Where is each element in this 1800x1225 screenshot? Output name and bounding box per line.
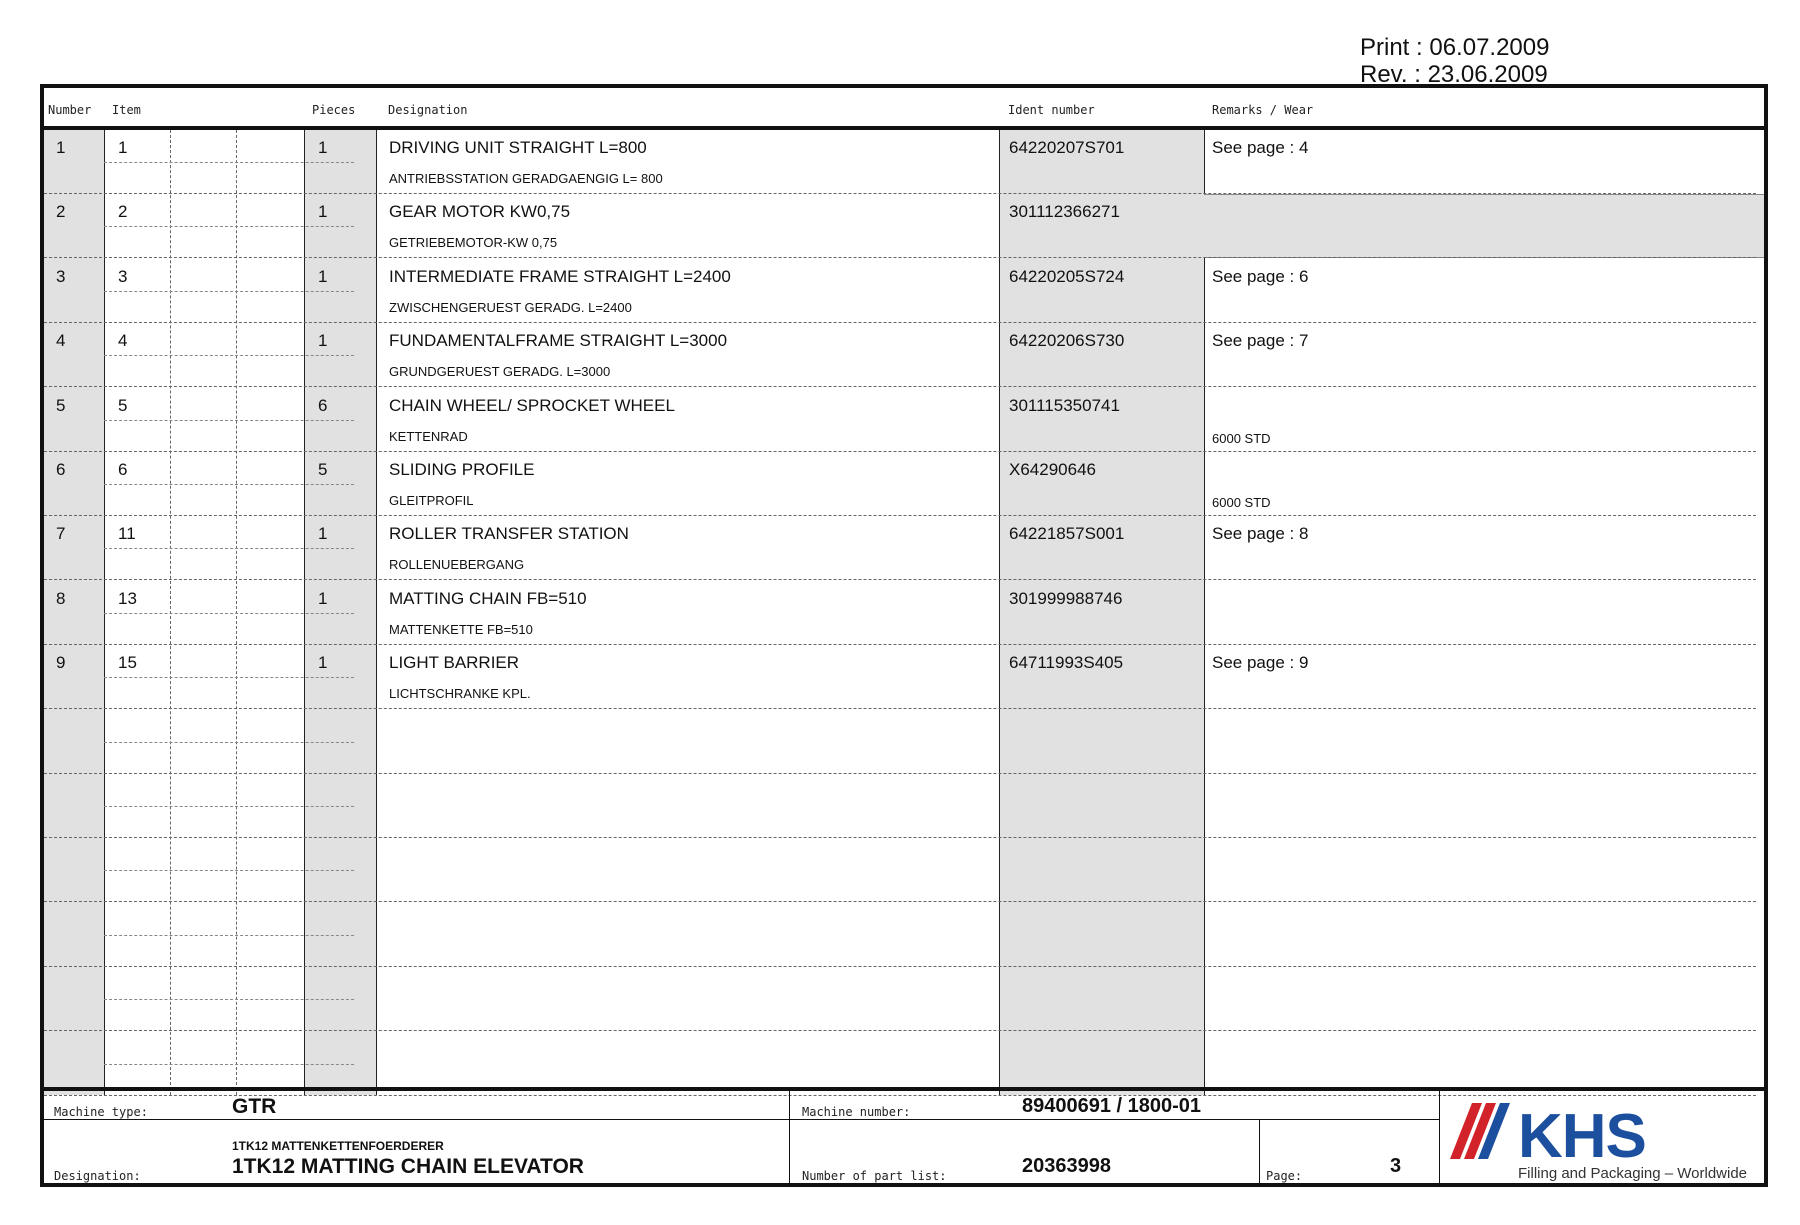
row-designation-german: KETTENRAD (389, 428, 468, 444)
table-row (44, 645, 1764, 709)
print-date: Print : 06.07.2009 (1360, 34, 1550, 61)
designation-value: 1TK12 MATTING CHAIN ELEVATOR (232, 1155, 584, 1178)
row-designation: MATTING CHAIN FB=510 (389, 588, 587, 608)
row-number: 8 (56, 588, 66, 608)
row-designation-german: MATTENKETTE FB=510 (389, 621, 533, 637)
machine-type-value: GTR (232, 1095, 277, 1118)
row-item: 6 (118, 460, 128, 479)
table-row (44, 130, 1764, 194)
parts-list-sheet (40, 84, 1768, 1187)
table-row (44, 516, 1764, 580)
item-subrow-rule (104, 548, 354, 549)
row-ident-number: 64711993S405 (1009, 653, 1124, 673)
row-designation-german: ANTRIEBSSTATION GERADGAENGIG L= 800 (389, 171, 663, 186)
row-pieces: 1 (318, 202, 328, 222)
khs-logo (1448, 1095, 1748, 1181)
row-designation: FUNDAMENTALFRAME STRAIGHT L=3000 (389, 331, 728, 351)
row-number: 4 (56, 331, 66, 351)
row-pieces: 1 (318, 524, 328, 544)
row-number: 9 (56, 653, 66, 673)
print-dates (1360, 34, 1549, 88)
table-row (44, 323, 1764, 387)
row-pieces: 1 (318, 138, 328, 157)
title-block-divider (1259, 1119, 1260, 1183)
row-pieces: 6 (318, 395, 328, 415)
item-subrow-rule (104, 162, 354, 163)
designation-label: Designation: (54, 1169, 141, 1183)
row-item: 13 (118, 588, 137, 608)
machine-type-label: Machine type: (54, 1105, 148, 1119)
empty-table-row (44, 1032, 1764, 1096)
row-item: 1 (118, 138, 128, 157)
item-subrow-rule (104, 420, 354, 421)
col-pieces-header: Pieces (312, 103, 356, 117)
row-designation-german: LICHTSCHRANKE KPL. (389, 686, 531, 702)
row-pieces: 5 (318, 460, 328, 479)
row-item: 15 (118, 653, 137, 673)
row-remark: See page : 7 (1212, 331, 1309, 351)
row-designation-german: GRUNDGERUEST GERADG. L=3000 (389, 364, 611, 380)
page-label: Page: (1266, 1169, 1303, 1183)
title-block-divider (789, 1091, 790, 1183)
row-pieces: 1 (318, 588, 328, 608)
col-ident-header: Ident number (1008, 103, 1095, 117)
row-designation: LIGHT BARRIER (389, 653, 520, 673)
row-item: 4 (118, 331, 128, 351)
row-item: 5 (118, 395, 128, 415)
item-subrow-rule (104, 1064, 354, 1065)
machine-number-value: 89400691 / 1800-01 (1022, 1095, 1202, 1117)
item-subrow-rule (104, 226, 354, 227)
item-subrow-rule (104, 742, 354, 743)
item-subrow-rule (104, 484, 354, 485)
col-number-header: Number (48, 103, 92, 117)
title-block-rule (44, 1119, 1439, 1120)
row-item: 2 (118, 202, 128, 222)
part-list-label: Number of part list: (802, 1169, 947, 1183)
row-designation: ROLLER TRANSFER STATION (389, 524, 629, 544)
col-item-header: Item (112, 103, 141, 117)
row-designation-german: ROLLENUEBERGANG (389, 557, 525, 573)
row-number: 6 (56, 460, 66, 479)
khs-logo-tagline: Filling and Packaging – Worldwide (1518, 1165, 1748, 1182)
row-ident-number: 301112366271 (1009, 202, 1120, 222)
item-subrow-rule (104, 355, 354, 356)
designation-german: 1TK12 MATTENKETTENFOERDERER (232, 1139, 444, 1153)
row-remark-note: 6000 STD (1212, 495, 1271, 510)
empty-table-row (44, 774, 1764, 838)
table-row (44, 581, 1764, 645)
row-designation: INTERMEDIATE FRAME STRAIGHT L=2400 (389, 266, 731, 286)
item-subrow-rule (104, 806, 354, 807)
row-pieces: 1 (318, 653, 328, 673)
row-number: 5 (56, 395, 66, 415)
khs-logo-mark (1448, 1101, 1518, 1163)
row-designation-german: ZWISCHENGERUEST GERADG. L=2400 (389, 299, 632, 315)
item-subrow-rule (104, 613, 354, 614)
row-remark: See page : 6 (1212, 266, 1309, 286)
row-ident-number: 64220207S701 (1009, 138, 1125, 157)
table-row (44, 452, 1764, 516)
item-subrow-rule (104, 677, 354, 678)
row-number: 3 (56, 266, 66, 286)
column-header-row (44, 88, 1764, 130)
title-block (44, 1087, 1764, 1183)
row-designation: GEAR MOTOR KW0,75 (389, 202, 571, 222)
row-designation-german: GETRIEBEMOTOR-KW 0,75 (389, 235, 558, 251)
revision-date: Rev. : 23.06.2009 (1360, 61, 1548, 88)
row-remark-note: 6000 STD (1212, 430, 1271, 446)
row-remark: See page : 8 (1212, 524, 1309, 544)
remark-cell-shade (1204, 194, 1764, 258)
col-remarks-header: Remarks / Wear (1212, 103, 1314, 117)
khs-logo-wordmark: KHS (1518, 1102, 1646, 1171)
empty-table-row (44, 838, 1764, 902)
item-subrow-rule (104, 935, 354, 936)
page-number: 3 (1390, 1155, 1402, 1177)
table-row (44, 194, 1764, 258)
row-designation: SLIDING PROFILE (389, 460, 535, 479)
row-remark: See page : 9 (1212, 653, 1309, 673)
row-number: 2 (56, 202, 66, 222)
row-remark: See page : 4 (1212, 138, 1309, 157)
item-subrow-rule (104, 870, 354, 871)
row-number: 7 (56, 524, 66, 544)
row-designation-german: GLEITPROFIL (389, 493, 474, 508)
empty-table-row (44, 967, 1764, 1031)
row-pieces: 1 (318, 331, 328, 351)
part-list-value: 20363998 (1022, 1155, 1111, 1177)
row-number: 1 (56, 138, 66, 157)
row-item: 11 (118, 524, 136, 544)
row-ident-number: 301999988746 (1009, 588, 1123, 608)
row-designation: DRIVING UNIT STRAIGHT L=800 (389, 138, 647, 157)
row-ident-number: 64220205S724 (1009, 266, 1125, 286)
empty-table-row (44, 903, 1764, 967)
machine-number-label: Machine number: (802, 1105, 911, 1119)
row-ident-number: 64220206S730 (1009, 331, 1125, 351)
row-item: 3 (118, 266, 128, 286)
empty-table-row (44, 710, 1764, 774)
table-row (44, 388, 1764, 452)
row-ident-number: X64290646 (1009, 460, 1096, 479)
row-pieces: 1 (318, 266, 328, 286)
row-ident-number: 301115350741 (1009, 395, 1120, 415)
row-designation: CHAIN WHEEL/ SPROCKET WHEEL (389, 395, 675, 415)
row-ident-number: 64221857S001 (1009, 524, 1125, 544)
item-subrow-rule (104, 999, 354, 1000)
title-block-divider (1439, 1091, 1440, 1183)
parts-table (44, 130, 1764, 1095)
table-row (44, 259, 1764, 323)
col-designation-header: Designation (388, 103, 468, 117)
item-subrow-rule (104, 291, 354, 292)
